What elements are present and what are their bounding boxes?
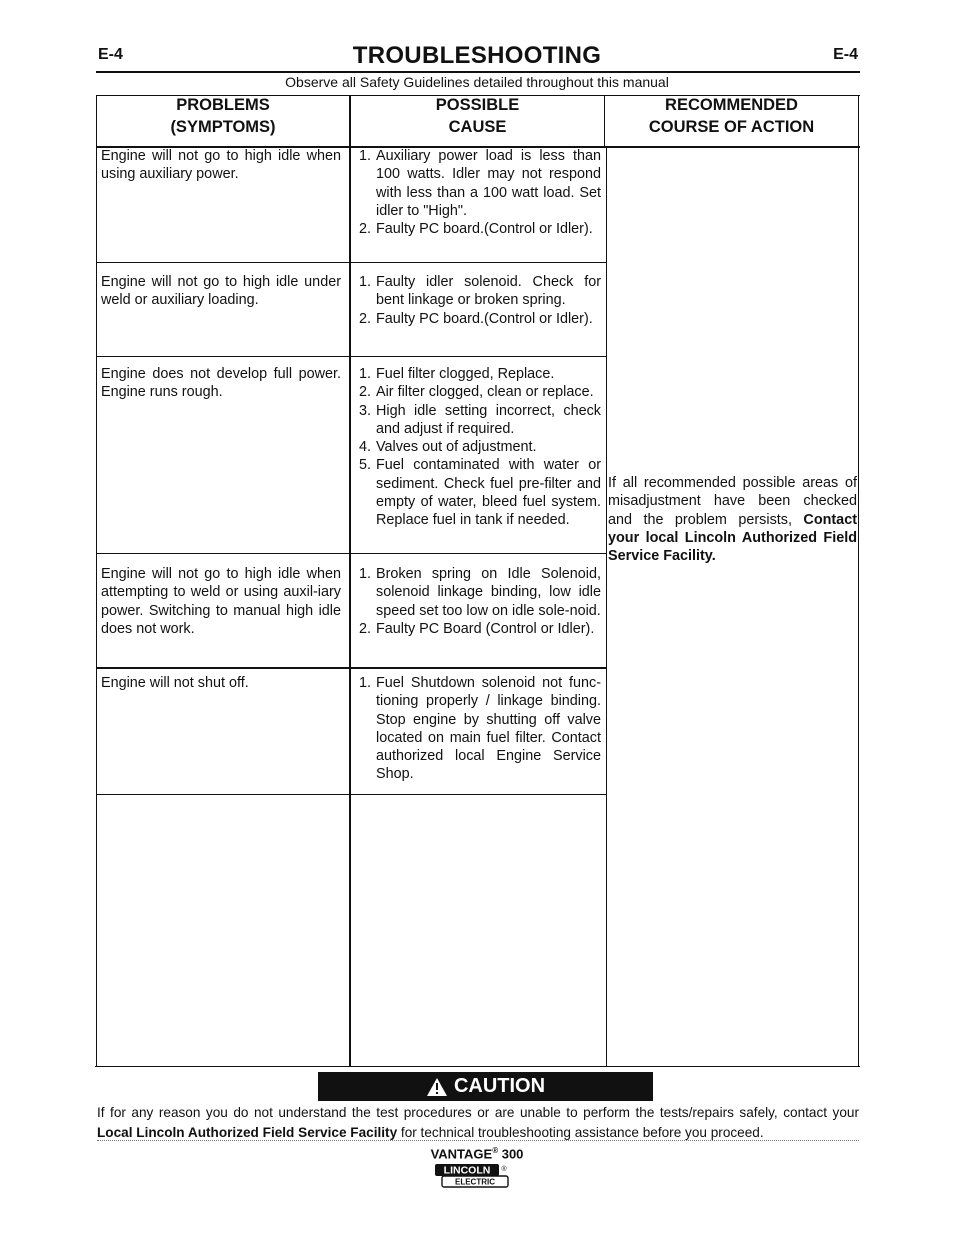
cause-item: 2. Faulty PC board.(Control or Idler).: [359, 221, 593, 238]
header-problems: PROBLEMS (SYMPTOMS): [170, 96, 276, 136]
cause-item: 4. Valves out of adjustment.: [359, 439, 537, 456]
header-action: RECOMMENDED COURSE OF ACTION: [648, 96, 815, 136]
warning-triangle-icon: [426, 1077, 448, 1097]
svg-text:®: ®: [501, 1166, 507, 1173]
cause-item: 5. Fuel contaminated with water or sediment. Check fuel pre-filter and empty of water, bleed fuel system. Replace fuel in tank if needed.: [359, 457, 601, 529]
product-name: VANTAGE® 300: [430, 1146, 524, 1162]
cause-item: 2. Air filter clogged, clean or replace.: [359, 384, 594, 401]
header-causes: POSSIBLE CAUSE: [435, 96, 520, 136]
svg-text:LINCOLN: LINCOLN: [443, 1164, 491, 1177]
problem-cell: Engine will not go to high idle under weld or auxiliary loading.: [101, 274, 341, 309]
page-code-left: E-4: [98, 46, 123, 63]
cause-list: [352, 565, 601, 638]
safety-subtitle: Observe all Safety Guidelines detailed throughout this manual: [285, 74, 669, 90]
cause-item: 1. Faulty idler solenoid. Check for bent linkage or broken spring.: [359, 274, 601, 309]
caution-note: If for any reason you do not understand the test procedures or are unable to perform the tests/repairs safely, contact your Local Lincoln Authorized Field Service Facility for technical troubleshooting assistance before you proceed.: [97, 1105, 859, 1140]
problem-cell: Engine will not shut off.: [101, 675, 249, 691]
cause-item: 2. Faulty PC board.(Control or Idler).: [359, 310, 593, 327]
footer-divider: [97, 1140, 859, 1141]
problem-cell: Engine does not develop full power. Engine runs rough.: [101, 366, 341, 401]
cause-list: [352, 674, 601, 784]
caution-contact-bold: Local Lincoln Authorized Field Service Facility: [97, 1125, 398, 1140]
cause-item: 2. Faulty PC Board (Control or Idler).: [359, 620, 595, 637]
cause-item: 3. High idle setting incorrect, check and adjust if required.: [359, 402, 601, 437]
svg-text:ELECTRIC: ELECTRIC: [455, 1177, 495, 1187]
lincoln-electric-logo: [434, 1163, 510, 1189]
cause-item: 1. Auxiliary power load is less than 100 watts. Idler may not respond with less than a 100 watt load. Set idler to "High".: [359, 148, 601, 219]
cause-item: 1. Fuel filter clogged, Replace.: [359, 366, 555, 382]
action-contact-bold: Contact your local Lincoln Authorized Field Service Facility.: [608, 511, 857, 565]
cause-list: [352, 273, 601, 328]
cause-item: 1. Broken spring on Idle Solenoid, solenoid linkage binding, low idle speed set too low on idle sole-noid.: [359, 566, 601, 619]
header-rule: [96, 71, 860, 73]
caution-banner: [318, 1072, 653, 1101]
problem-cell: Engine will not go to high idle when attempting to weld or using auxil-iary power. Switching to manual high idle does not work.: [101, 566, 341, 637]
cause-list: [352, 365, 601, 530]
page-code-right: E-4: [833, 46, 858, 63]
cause-item: 1. Fuel Shutdown solenoid not func-tioning properly / linkage binding. Stop engine by shutting off valve located on main fuel filter. Contact authorized local Engine Service Shop.: [359, 675, 601, 783]
recommended-action: If all recommended possible areas of misadjustment have been checked and the problem persists, Contact your local Lincoln Authorized Field Service Facility.: [608, 475, 857, 565]
problem-cell: Engine will not go to high idle when using auxiliary power.: [101, 148, 341, 183]
page-title: TROUBLESHOOTING: [352, 42, 602, 69]
caution-label: CAUTION: [453, 1075, 546, 1097]
cause-list: [352, 147, 601, 238]
